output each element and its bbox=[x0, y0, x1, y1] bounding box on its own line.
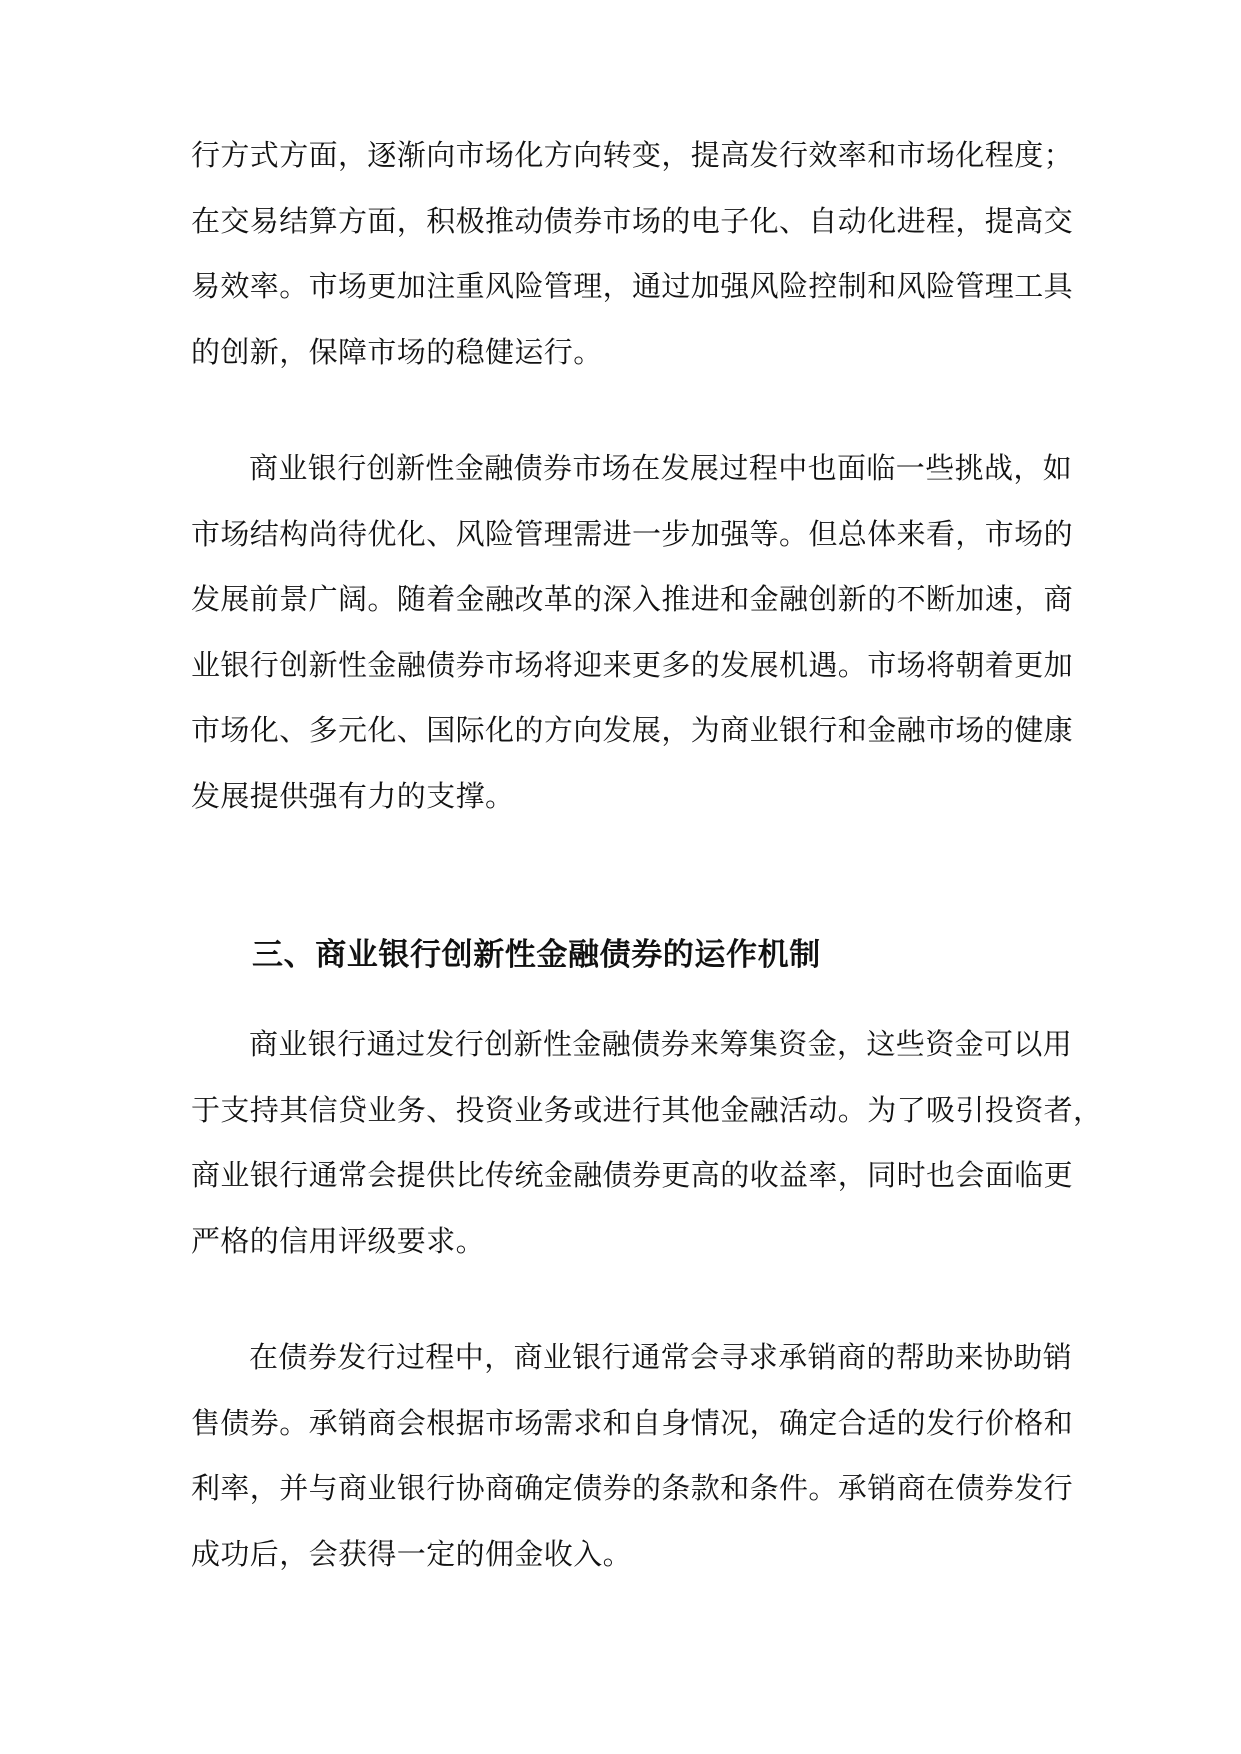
paragraph-line: 商业银行通常会提供比传统金融债券更高的收益率，同时也会面临更 bbox=[191, 1158, 1074, 1192]
paragraph-line: 严格的信用评级要求。 bbox=[191, 1224, 486, 1258]
paragraph-line: 业银行创新性金融债券市场将迎来更多的发展机遇。市场将朝着更加 bbox=[191, 648, 1074, 682]
paragraph-line: 在债券发行过程中，商业银行通常会寻求承销商的帮助来协助销 bbox=[249, 1340, 1073, 1374]
paragraph-line: 易效率。市场更加注重风险管理，通过加强风险控制和风险管理工具 bbox=[191, 269, 1074, 303]
paragraph-line: 利率，并与商业银行协商确定债券的条款和条件。承销商在债券发行 bbox=[191, 1471, 1074, 1505]
paragraph-line: 行方式方面，逐渐向市场化方向转变，提高发行效率和市场化程度； bbox=[191, 138, 1074, 172]
paragraph-line: 市场结构尚待优化、风险管理需进一步加强等。但总体来看，市场的 bbox=[191, 517, 1074, 551]
paragraph-line: 在交易结算方面，积极推动债券市场的电子化、自动化进程，提高交 bbox=[191, 204, 1074, 238]
paragraph-line: 于支持其信贷业务、投资业务或进行其他金融活动。为了吸引投资者， bbox=[191, 1093, 1103, 1127]
paragraph-line: 商业银行创新性金融债券市场在发展过程中也面临一些挑战，如 bbox=[249, 451, 1073, 485]
paragraph-line: 成功后，会获得一定的佣金收入。 bbox=[191, 1537, 633, 1571]
paragraph-line: 发展前景广阔。随着金融改革的深入推进和金融创新的不断加速，商 bbox=[191, 582, 1074, 616]
paragraph-line: 发展提供强有力的支撑。 bbox=[191, 779, 515, 813]
paragraph-line: 售债券。承销商会根据市场需求和自身情况，确定合适的发行价格和 bbox=[191, 1406, 1074, 1440]
paragraph-line: 商业银行通过发行创新性金融债券来筹集资金，这些资金可以用 bbox=[249, 1027, 1073, 1061]
section-heading: 三、商业银行创新性金融债券的运作机制 bbox=[252, 937, 821, 973]
paragraph-line: 市场化、多元化、国际化的方向发展，为商业银行和金融市场的健康 bbox=[191, 713, 1074, 747]
paragraph-line: 的创新，保障市场的稳健运行。 bbox=[191, 335, 603, 369]
